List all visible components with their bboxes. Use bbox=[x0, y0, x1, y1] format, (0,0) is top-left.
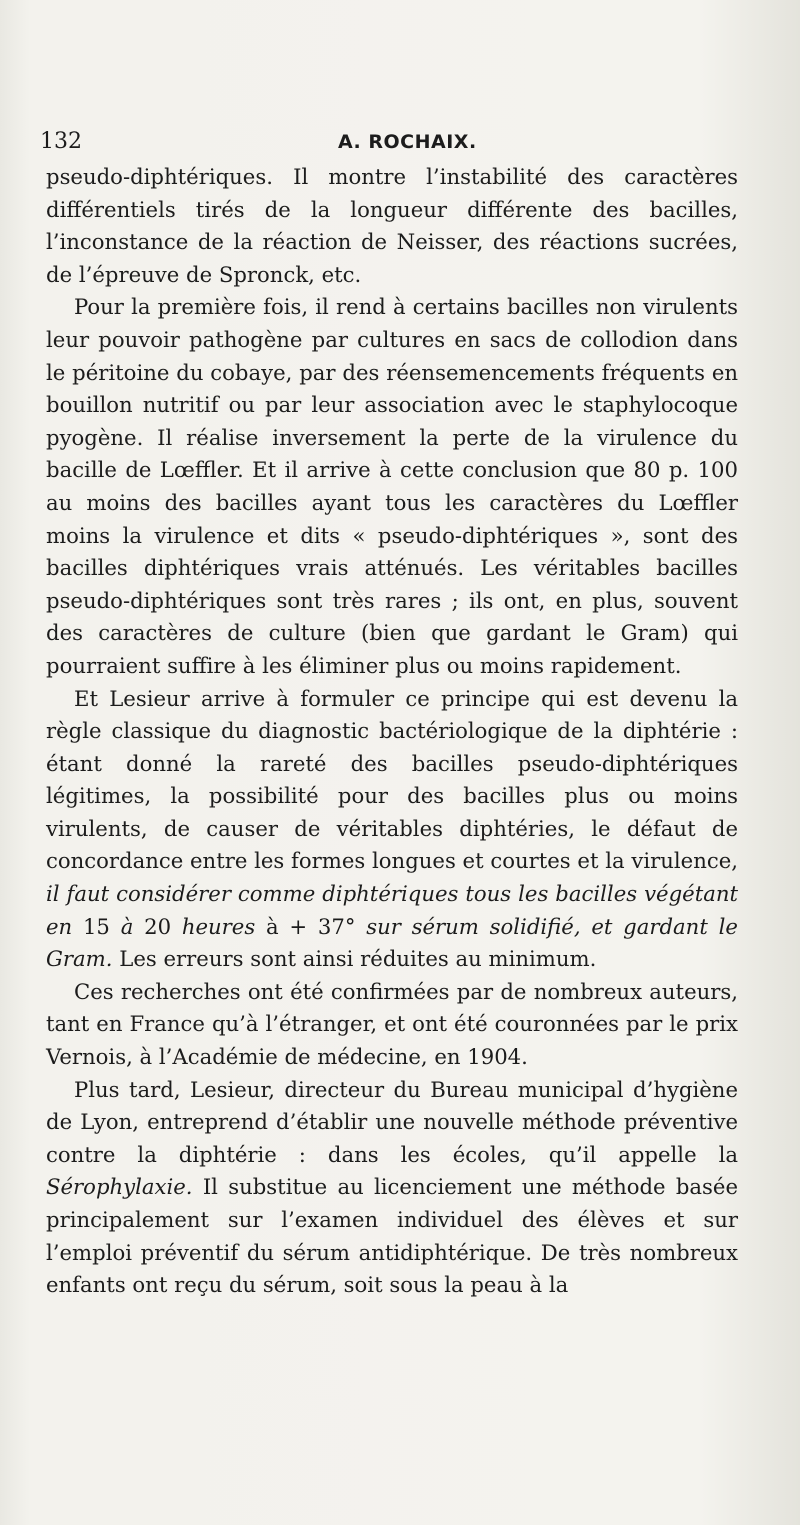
page-number: 132 bbox=[40, 129, 82, 154]
paragraph-5-italic: Sérophylaxie. bbox=[46, 1174, 193, 1200]
paragraph-5-text-before: Plus tard, Lesieur, directeur du Bureau municipal d’hygiène de Lyon, entreprend d’établir une nouvelle méthode préventive contre la diphtérie : dans les écoles, qu’il appelle la bbox=[46, 1076, 738, 1167]
page-header bbox=[40, 125, 740, 159]
paragraph-3-italic-4: sur sérum solidifié, et gardant le Gram. bbox=[46, 913, 738, 972]
paragraph-4-text: Ces recherches ont été confirmées par de nombreux auteurs, tant en France qu’à l’étranger, et ont été couronnées par le prix Vernois, à l’Académie de médecine, en 1904. bbox=[46, 978, 738, 1070]
paragraph-2-text: Pour la première fois, il rend à certains bacilles non virulents leur pouvoir pathogène par cultures en sacs de collodion dans le péritoine du cobaye, par des réensemencements fréquents en bouillon nutritif ou par leur association avec le staphylocoque pyogène. Il réalise inversement la perte de la virulence du bacille de Lœffler. Et il arrive à cette conclusion que 80 p. 100 au moins des bacilles ayant tous les caractères du Lœffler moins la virulence et dits « pseudo-diphtériques », sont des bacilles diphtériques vrais atténués. Les véritables bacilles pseudo-diphtériques sont très rares ; ils ont, en plus, souvent des caractères de culture (bien que gardant le Gram) qui pourraient suffire à les éliminer plus ou moins rapidement. bbox=[46, 294, 738, 678]
paragraph-5 bbox=[46, 1074, 738, 1302]
paragraph-4 bbox=[46, 976, 738, 1074]
paragraph-3-text-after: Les erreurs sont ainsi réduites au minimum. bbox=[119, 946, 597, 972]
paragraph-1 bbox=[46, 161, 738, 291]
paragraph-3-text-before: Et Lesieur arrive à formuler ce principe qui est devenu la règle classique du diagnostic bactériologique de la diphtérie : étant donné la rareté des bacilles pseudo-diphtériques légitimes, la possibilité pour des bacilles plus ou moins virulents, de causer de véritables diphtéries, le défaut de concordance entre les formes longues et courtes et la virulence, bbox=[46, 685, 738, 874]
paragraph-2 bbox=[46, 291, 738, 682]
paragraph-3-italic-3: heures bbox=[181, 913, 256, 939]
paragraph-3 bbox=[46, 683, 738, 976]
paragraph-3-mid-1: 15 bbox=[82, 913, 110, 939]
paragraph-5-text-after: Il substitue au licenciement une méthode basée principalement sur l’examen individuel des élèves et sur l’emploi préventif du sérum antidiphtérique. De très nombreux enfants ont reçu du sérum, soit sous la peau à la bbox=[46, 1174, 738, 1298]
paragraph-3-mid-2: 20 bbox=[144, 913, 172, 939]
running-head: A. ROCHAIX. bbox=[338, 131, 477, 153]
paragraph-3-mid-3: à + 37° bbox=[265, 913, 356, 939]
paragraph-3-italic-2: à bbox=[120, 913, 134, 939]
paragraph-3-italic-1: il faut considérer comme diphtériques tous les bacilles végétant en bbox=[46, 881, 738, 939]
body-text bbox=[46, 161, 738, 1302]
paragraph-1-text: pseudo-diphtériques. Il montre l’instabilité des caractères différentiels tirés de la longueur différente des bacilles, l’inconstance de la réaction de Neisser, des réactions sucrées, de l’épreuve de Spronck, etc. bbox=[46, 164, 738, 287]
